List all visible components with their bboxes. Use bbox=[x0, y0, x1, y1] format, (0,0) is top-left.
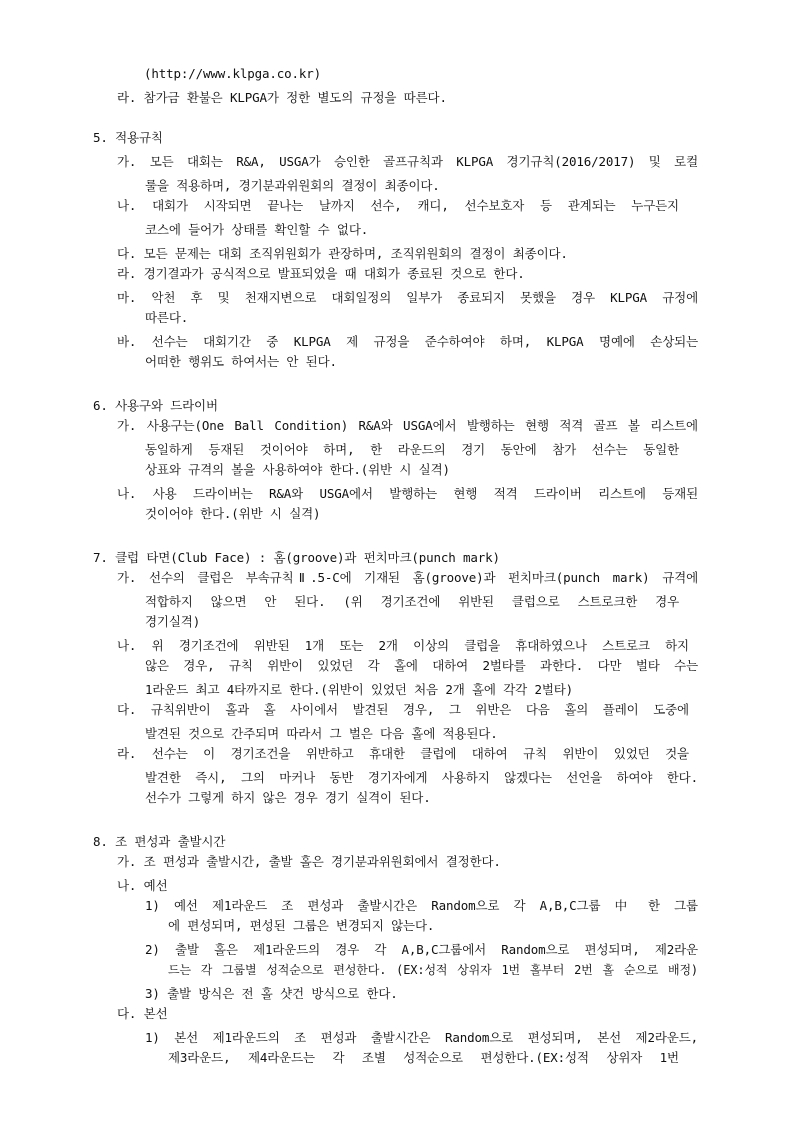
section-6-line: 가. 사용구는(One Ball Condition) R&A와 USGA에서 발행하는 현행 적격 골프 볼 리스트에 bbox=[117, 418, 698, 433]
section-6-line: 동일하게 등재된 것이어야 하며, 한 라운드의 경기 동안에 참가 선수는 동일한 bbox=[145, 442, 679, 457]
section-5-line: 마. 악천 후 및 천재지변으로 대회일정의 일부가 종료되지 못했을 경우 KLPGA 규정에 bbox=[117, 290, 698, 305]
refund-item: 라. 참가금 환불은 KLPGA가 정한 별도의 규정을 따른다. bbox=[117, 90, 447, 105]
section-7-line: 경기실격) bbox=[145, 614, 201, 629]
section-7-line: 발견한 즉시, 그의 마커나 동반 경기자에게 사용하지 않겠다는 선언을 하여야 한다. bbox=[145, 770, 698, 785]
section-7-line: 않은 경우, 규칙 위반이 있었던 각 홀에 대하여 2벌타를 과한다. 다만 벌타 수는 bbox=[145, 658, 698, 673]
section-6-line: 상표와 규격의 볼을 사용하여야 한다.(위반 시 실격) bbox=[145, 462, 450, 477]
section-7-line: 나. 위 경기조건에 위반된 1개 또는 2개 이상의 클럽을 휴대하였으나 스트로크 하지 bbox=[117, 638, 689, 653]
section-7-line: 적합하지 않으면 안 된다. (위 경기조건에 위반된 클럽으로 스트로크한 경우 bbox=[145, 594, 679, 609]
section-8-line: 제3라운드, 제4라운드는 각 조별 성적순으로 편성한다.(EX:성적 상위자 1번 bbox=[168, 1050, 679, 1065]
section-5-line: 가. 모든 대회는 R&A, USGA가 승인한 골프규칙과 KLPGA 경기규칙(2016/2017) 및 로컬 bbox=[117, 154, 698, 169]
section-7-line: 1라운드 최고 4타까지로 한다.(위반이 있었던 처음 2개 홀에 각각 2벌타) bbox=[145, 682, 574, 697]
section-8-line: 3) 출발 방식은 전 홀 샷건 방식으로 한다. bbox=[145, 986, 398, 1001]
section-7-line: 발견된 것으로 간주되며 따라서 그 벌은 다음 홀에 적용된다. bbox=[145, 726, 498, 741]
section-5-line: 따른다. bbox=[145, 310, 189, 325]
section-8-line: 드는 각 그룹별 성적순으로 편성한다. (EX:성적 상위자 1번 홀부터 2번 홀 순으로 배정) bbox=[168, 963, 698, 977]
section-7-line: 가. 선수의 클럽은 부속규칙Ⅱ.5-C에 기재된 홈(groove)과 펀치마크(punch mark) 규격에 bbox=[117, 570, 698, 585]
section-6-line: 나. 사용 드라이버는 R&A와 USGA에서 발행하는 현행 적격 드라이버 리스트에 등재된 bbox=[117, 486, 698, 501]
section-6-heading: 6. 사용구와 드라이버 bbox=[93, 398, 218, 413]
section-8-line: 다. 본선 bbox=[117, 1006, 168, 1021]
section-8-line: 1) 예선 제1라운드 조 편성과 출발시간은 Random으로 각 A,B,C그룹 中 한 그룹 bbox=[145, 898, 698, 913]
section-8-line: 가. 조 편성과 출발시간, 출발 홀은 경기분과위원회에서 결정한다. bbox=[117, 854, 501, 869]
section-7-line: 선수가 그렇게 하지 않은 경우 경기 실격이 된다. bbox=[145, 790, 431, 805]
section-5-line: 라. 경기결과가 공식적으로 발표되었을 때 대회가 종료된 것으로 한다. bbox=[117, 266, 525, 281]
section-5-line: 어떠한 행위도 하여서는 안 된다. bbox=[145, 354, 337, 369]
section-5-line: 나. 대회가 시작되면 끝나는 날까지 선수, 캐디, 선수보호자 등 관계되는 누구든지 bbox=[117, 198, 679, 213]
section-8-line: 에 편성되며, 편성된 그룹은 변경되지 않는다. bbox=[168, 918, 435, 933]
section-7-line: 라. 선수는 이 경기조건을 위반하고 휴대한 클럽에 대하여 규칙 위반이 있었던 것을 bbox=[117, 746, 689, 761]
section-6-line: 것이어야 한다.(위반 시 실격) bbox=[145, 506, 321, 521]
section-7-line: 다. 규칙위반이 홀과 홀 사이에서 발견된 경우, 그 위반은 다음 홀의 플레이 도중에 bbox=[117, 702, 689, 717]
section-5-line: 룰을 적용하며, 경기분과위원회의 결정이 최종이다. bbox=[145, 178, 440, 193]
section-8-line: 나. 예선 bbox=[117, 878, 168, 893]
section-5-heading: 5. 적용규칙 bbox=[93, 130, 163, 145]
section-8-line: 1) 본선 제1라운드의 조 편성과 출발시간은 Random으로 편성되며, 본선 제2라운드, bbox=[145, 1030, 698, 1045]
section-8-heading: 8. 조 편성과 출발시간 bbox=[93, 834, 226, 849]
url-line: (http://www.klpga.co.kr) bbox=[144, 66, 322, 81]
section-5-line: 코스에 들어가 상태를 확인할 수 없다. bbox=[145, 222, 369, 237]
section-7-heading: 7. 클럽 타면(Club Face) : 홈(groove)과 펀치마크(punch mark) bbox=[93, 550, 500, 565]
section-8-line: 2) 출발 홀은 제1라운드의 경우 각 A,B,C그룹에서 Random으로 편성되며, 제2라운 bbox=[145, 942, 698, 957]
section-5-line: 다. 모든 문제는 대회 조직위원회가 관장하며, 조직위원회의 결정이 최종이다. bbox=[117, 246, 568, 261]
section-5-line: 바. 선수는 대회기간 중 KLPGA 제 규정을 준수하여야 하며, KLPGA 명예에 손상되는 bbox=[117, 334, 698, 349]
